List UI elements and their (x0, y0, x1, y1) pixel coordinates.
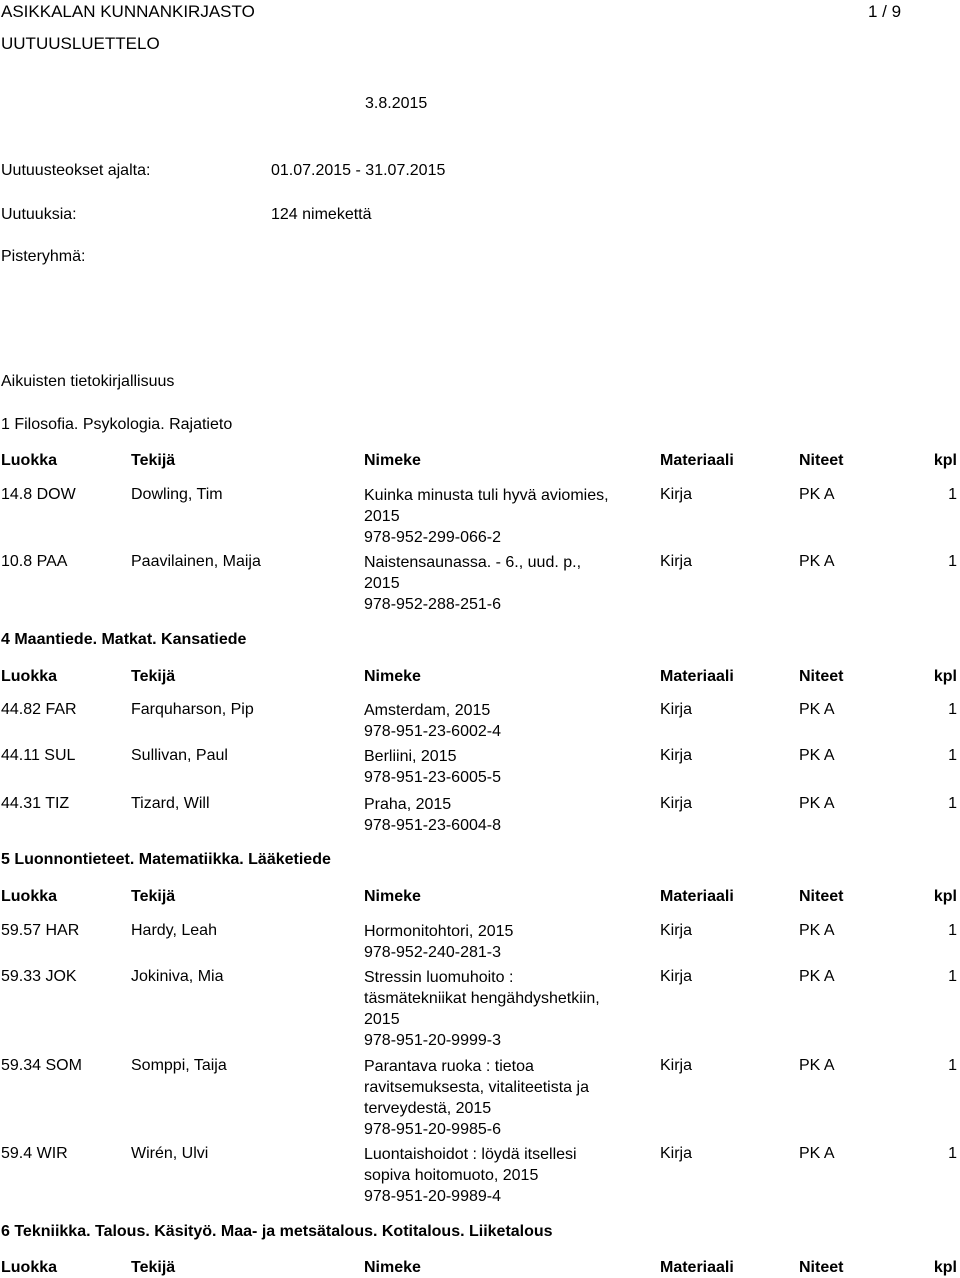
row-tekija: Hardy, Leah (131, 922, 217, 939)
nimeke-line: sopiva hoitomuoto, 2015 (364, 1167, 539, 1184)
column-header-materiaali: Materiaali (660, 452, 734, 469)
row-niteet: PK A (799, 747, 835, 764)
nimeke-line: 978-952-288-251-6 (364, 596, 501, 613)
column-header-nimeke: Nimeke (364, 888, 421, 905)
period-value: 01.07.2015 - 31.07.2015 (271, 162, 446, 179)
count-label: Uutuuksia: (1, 206, 77, 223)
row-tekija: Wirén, Ulvi (131, 1145, 209, 1162)
column-header-kpl: kpl (933, 668, 957, 685)
row-luokka: 59.34 SOM (1, 1057, 82, 1074)
row-materiaali: Kirja (660, 1145, 693, 1162)
row-niteet: PK A (799, 486, 835, 503)
nimeke-line: 978-951-20-9985-6 (364, 1121, 501, 1138)
row-nimeke (364, 700, 649, 742)
column-header-nimeke: Nimeke (364, 1259, 421, 1276)
section-title: 4 Maantiede. Matkat. Kansatiede (1, 631, 247, 648)
row-tekija: Farquharson, Pip (131, 701, 254, 718)
row-kpl: 1 (948, 1057, 957, 1074)
row-nimeke (364, 746, 649, 788)
row-luokka: 44.82 FAR (1, 701, 77, 718)
library-name: ASIKKALAN KUNNANKIRJASTO (1, 2, 255, 21)
nimeke-line: ravitsemuksesta, vitaliteetista ja (364, 1079, 589, 1096)
row-luokka: 59.4 WIR (1, 1145, 68, 1162)
column-header-kpl: kpl (933, 1259, 957, 1276)
row-nimeke (364, 552, 649, 615)
row-nimeke (364, 1144, 649, 1207)
nimeke-line: terveydestä, 2015 (364, 1100, 492, 1117)
column-header-materiaali: Materiaali (660, 888, 734, 905)
category-title: Aikuisten tietokirjallisuus (1, 373, 175, 390)
row-materiaali: Kirja (660, 486, 693, 503)
row-tekija: Dowling, Tim (131, 486, 223, 503)
row-niteet: PK A (799, 968, 835, 985)
nimeke-line: Naistensaunassa. - 6., uud. p., (364, 554, 582, 571)
column-header-niteet: Niteet (799, 1259, 844, 1276)
row-materiaali: Kirja (660, 701, 693, 718)
section-title: 1 Filosofia. Psykologia. Rajatieto (1, 416, 233, 433)
row-niteet: PK A (799, 1057, 835, 1074)
nimeke-line: Hormonitohtori, 2015 (364, 923, 514, 940)
column-header-niteet: Niteet (799, 668, 844, 685)
column-header-materiaali: Materiaali (660, 1259, 734, 1276)
nimeke-line: 978-951-20-9999-3 (364, 1032, 501, 1049)
nimeke-line: 978-951-23-6005-5 (364, 769, 501, 786)
row-materiaali: Kirja (660, 795, 693, 812)
row-luokka: 59.33 JOK (1, 968, 77, 985)
column-header-luokka: Luokka (1, 452, 58, 469)
nimeke-line: 2015 (364, 575, 400, 592)
column-header-tekija: Tekijä (131, 888, 176, 905)
nimeke-line: 978-951-20-9989-4 (364, 1188, 501, 1205)
column-header-materiaali: Materiaali (660, 668, 734, 685)
row-luokka: 14.8 DOW (1, 486, 76, 503)
row-luokka: 44.31 TIZ (1, 795, 70, 812)
list-title: UUTUUSLUETTELO (1, 34, 160, 53)
nimeke-line: 978-952-299-066-2 (364, 529, 501, 546)
row-materiaali: Kirja (660, 553, 693, 570)
row-nimeke (364, 967, 649, 1051)
column-header-luokka: Luokka (1, 1259, 58, 1276)
row-kpl: 1 (948, 701, 957, 718)
row-niteet: PK A (799, 553, 835, 570)
row-kpl: 1 (948, 1145, 957, 1162)
column-header-luokka: Luokka (1, 668, 58, 685)
row-materiaali: Kirja (660, 922, 693, 939)
nimeke-line: 978-951-23-6004-8 (364, 817, 501, 834)
section-title: 5 Luonnontieteet. Matematiikka. Lääketiede (1, 851, 331, 868)
column-header-tekija: Tekijä (131, 668, 176, 685)
group-label: Pisteryhmä: (1, 248, 86, 265)
nimeke-line: 2015 (364, 1011, 400, 1028)
row-nimeke (364, 485, 649, 548)
row-tekija: Tizard, Will (131, 795, 210, 812)
period-label: Uutuusteokset ajalta: (1, 162, 151, 179)
row-kpl: 1 (948, 553, 957, 570)
nimeke-line: Amsterdam, 2015 (364, 702, 491, 719)
row-materiaali: Kirja (660, 968, 693, 985)
row-nimeke (364, 794, 649, 836)
count-value: 124 nimekettä (271, 206, 372, 223)
row-niteet: PK A (799, 701, 835, 718)
nimeke-line: 978-952-240-281-3 (364, 944, 501, 961)
column-header-tekija: Tekijä (131, 1259, 176, 1276)
column-header-nimeke: Nimeke (364, 668, 421, 685)
row-tekija: Somppi, Taija (131, 1057, 227, 1074)
column-header-niteet: Niteet (799, 452, 844, 469)
column-header-kpl: kpl (933, 888, 957, 905)
row-tekija: Jokiniva, Mia (131, 968, 224, 985)
row-kpl: 1 (948, 922, 957, 939)
nimeke-line: 2015 (364, 508, 400, 525)
nimeke-line: Parantava ruoka : tietoa (364, 1058, 534, 1075)
column-header-luokka: Luokka (1, 888, 58, 905)
row-materiaali: Kirja (660, 747, 693, 764)
nimeke-line: Praha, 2015 (364, 796, 452, 813)
nimeke-line: Luontaishoidot : löydä itsellesi (364, 1146, 577, 1163)
row-tekija: Sullivan, Paul (131, 747, 228, 764)
nimeke-line: Kuinka minusta tuli hyvä aviomies, (364, 487, 609, 504)
row-kpl: 1 (948, 486, 957, 503)
row-luokka: 10.8 PAA (1, 553, 68, 570)
page-number: 1 / 9 (868, 2, 902, 21)
report-date: 3.8.2015 (365, 95, 428, 112)
row-niteet: PK A (799, 795, 835, 812)
column-header-tekija: Tekijä (131, 452, 176, 469)
row-materiaali: Kirja (660, 1057, 693, 1074)
row-luokka: 59.57 HAR (1, 922, 80, 939)
row-nimeke (364, 1056, 649, 1140)
column-header-niteet: Niteet (799, 888, 844, 905)
nimeke-line: Berliini, 2015 (364, 748, 457, 765)
row-kpl: 1 (948, 747, 957, 764)
row-kpl: 1 (948, 795, 957, 812)
nimeke-line: täsmätekniikat hengähdyshetkiin, (364, 990, 600, 1007)
row-nimeke (364, 921, 649, 963)
row-luokka: 44.11 SUL (1, 747, 76, 764)
row-niteet: PK A (799, 922, 835, 939)
row-kpl: 1 (948, 968, 957, 985)
nimeke-line: Stressin luomuhoito : (364, 969, 514, 986)
nimeke-line: 978-951-23-6002-4 (364, 723, 501, 740)
column-header-nimeke: Nimeke (364, 452, 421, 469)
row-niteet: PK A (799, 1145, 835, 1162)
column-header-kpl: kpl (933, 452, 957, 469)
row-tekija: Paavilainen, Maija (131, 553, 261, 570)
section-title: 6 Tekniikka. Talous. Käsityö. Maa- ja metsätalous. Kotitalous. Liiketalous (1, 1223, 553, 1240)
